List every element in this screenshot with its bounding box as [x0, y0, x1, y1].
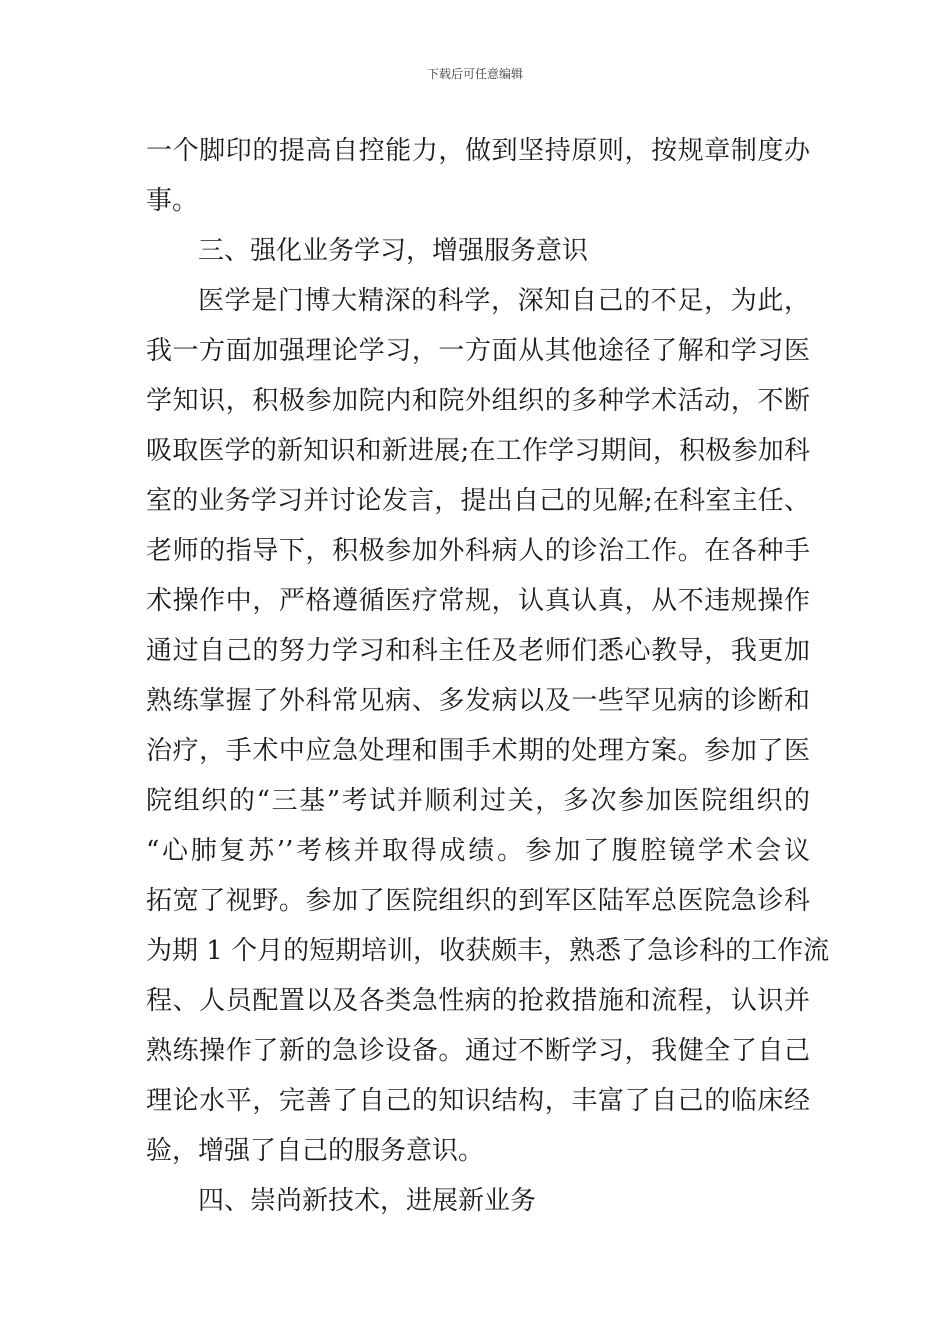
text-line: 治疗，手术中应急处理和围手术期的处理方案。参加了医: [146, 736, 810, 766]
text-line: 程、人员配置以及各类急性病的抢救措施和流程，认识并: [146, 986, 810, 1016]
text-line: 术操作中，严格遵循医疗常规，认真认真，从不违规操作: [146, 586, 810, 616]
text-line: 学知识，积极参加院内和院外组织的多种学术活动，不断: [146, 386, 810, 416]
text-line: 理论水平，完善了自己的知识结构，丰富了自己的临床经: [146, 1086, 810, 1116]
text-line: 验，增强了自己的服务意识。: [146, 1136, 485, 1166]
text-line: 老师的指导下，积极参加外科病人的诊治工作。在各种手: [146, 536, 810, 566]
text-line: 医学是门博大精深的科学，深知自己的不足，为此，: [198, 286, 810, 316]
text-line: 通过自己的努力学习和科主任及老师们悉心教导，我更加: [146, 636, 810, 666]
document-body: [146, 126, 830, 1226]
text-line: 院组织的“三基”考试并顺利过关，多次参加医院组织的: [146, 786, 810, 816]
text-line: 为期 1 个月的短期培训，收获颇丰，熟悉了急诊科的工作流: [146, 936, 830, 966]
text-line: 三、强化业务学习，增强服务意识: [198, 236, 589, 266]
text-line: 室的业务学习并讨论发言，提出自己的见解;在科室主任、: [146, 486, 810, 516]
text-line: 一个脚印的提高自控能力，做到坚持原则，按规章制度办: [146, 136, 810, 166]
text-line: 拓宽了视野。参加了医院组织的到军区陆军总医院急诊科: [146, 886, 810, 916]
text-line: 熟练操作了新的急诊设备。通过不断学习，我健全了自己: [146, 1036, 810, 1066]
text-line: 熟练掌握了外科常见病、多发病以及一些罕见病的诊断和: [146, 686, 810, 716]
page-header-note: 下载后可任意编辑: [426, 67, 523, 81]
text-line: 事。: [146, 186, 199, 216]
text-line: 四、崇尚新技术，进展新业务: [198, 1186, 537, 1216]
text-line: “心肺复苏’’考核并取得成绩。参加了腹腔镜学术会议: [146, 836, 810, 866]
text-line: 吸取医学的新知识和新进展;在工作学习期间，积极参加科: [146, 436, 810, 466]
text-line: 我一方面加强理论学习，一方面从其他途径了解和学习医: [146, 336, 810, 366]
